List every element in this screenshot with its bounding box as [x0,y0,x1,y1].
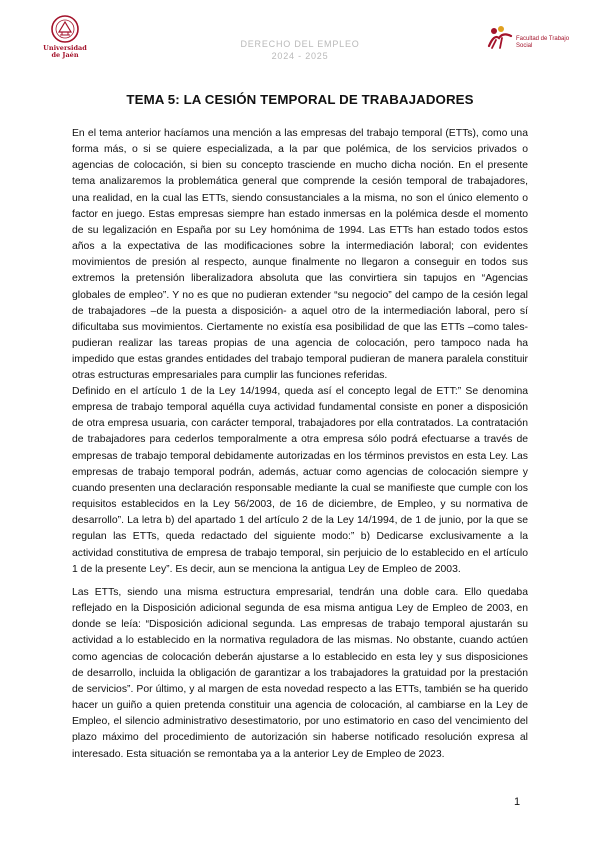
body-paragraph: Las ETTs, siendo una misma estructura empresarial, tendrán una doble cara. Ello quedaba reflejado en la Disposición adicional segunda de esa misma antigua Ley de Empleo de 2003, en donde se leía: “Disposición adicional segunda. Las empresas de trabajo temporal ajustarán su actividad a lo establecido en la normativa reguladora de las mismas. No obstante, cuando actúen como agencias de colocación deberán ajustarse a lo establecido en esta ley y sus disposiciones de desarrollo, incluida la obligación de garantizar a los trabajadores la gratuidad por la prestación de servicios”. Por último, y al margen de esta novedad respecto a las ETTs, también se ha querido hacer un guiño a quien pretenda constituir una agencia de colocación, al cambiarse en la Ley de Empleo, el silencio administrativo desestimatorio, por uno estimatorio en caso del vencimiento del plazo máximo del procedimiento de autorización sin haberse notificado resolución expresa al interesado. Esta situación se remontaba ya a la anterior Ley de Empleo de 2023. [72,587,528,760]
faculty-logo [486,24,578,54]
academic-year: 2024 - 2025 [271,51,329,61]
faculty-figure-icon [486,24,514,52]
university-logo [38,14,92,64]
university-crest-icon [50,14,80,44]
course-name: DERECHO DEL EMPLEO [240,39,360,49]
page-title: TEMA 5: LA CESIÓN TEMPORAL DE TRABAJADORES [126,92,474,107]
page-header [200,38,400,62]
page-number: 1 [514,796,521,808]
body-paragraph: Definido en el artículo 1 de la Ley 14/1994, queda así el concepto legal de ETT:” Se denomina empresa de trabajo temporal aquélla cuya actividad fundamental consiste en poner a disposición de otra empresa usuaria, con carácter temporal, trabajadores por ella contratados. La contratación de trabajadores para cederlos temporalmente a otra empresa sólo podrá efectuarse a través de empresas de trabajo temporal debidamente autorizadas en los términos previstos en esta Ley. Las empresas de trabajo temporal podrán, además, actuar como agencias de colocación siempre y cuando presenten una declaración responsable mediante la cual se manifieste que cumple con los requisitos establecidos en la Ley 56/2003, de 16 de diciembre, de Empleo, y su normativa de desarrollo”. La letra b) del apartado 1 del artículo 2 de la Ley 14/1994, de 1 de junio, por la que se regulan las ETTs, queda redactado del siguiente modo:” b) Dedicarse exclusivamente a la actividad constitutiva de empresa de trabajo temporal, sin perjuicio de lo establecido en el artículo 1 de la presente Ley”. Es decir, aun se menciona la antigua Ley de Empleo de 2003. [72,386,528,575]
body-paragraph: En el tema anterior hacíamos una mención a las empresas del trabajo temporal (ETTs), como una forma más, o si se quiere especializada, a la par que polémica, de los servicios privados o agencias de colocación, si bien su concepto trasciende en mucho dicha noción. En el presente tema analizaremos la problemática general que comprende la cesión temporal de trabajadores, una realidad, en la cual las ETTs, siendo consustanciales a la misma, no son el único elemento o factor en juego. Estas empresas siempre han estado inmersas en la polémica desde el momento de su legalización en España por su Ley homónima de 1994. Las ETTs han estado todos estos años a la expectativa de las modificaciones sobre la intermediación laboral; con evidentes movimientos de presión al respecto, aunque finalmente no llegaron a conseguir en todos sus extremos la pretensión liberalizadora absoluta que las convirtiera sin tapujos en “Agencias globales de empleo”. Y no es que no pudieran extender “su negocio” del campo de la cesión legal de trabajadores –de la puesta a disposición- a aquel otro de la intermediación laboral, pero sí dificultaba sus movimientos. Ciertamente no existía esa posibilidad de que las ETTs –como tales- pudieran realizar las tareas propias de una agencia de colocación, pero tampoco nada ha impedido que estas grandes entidades del trabajo temporal pudieran de manera paralela constituir otras estructuras empresariales para cumplir las funciones referidas. [72,128,528,382]
university-logo-text: Universidad de Jaén [43,44,87,59]
faculty-logo-text: Facultad de Trabajo Social [516,36,570,49]
